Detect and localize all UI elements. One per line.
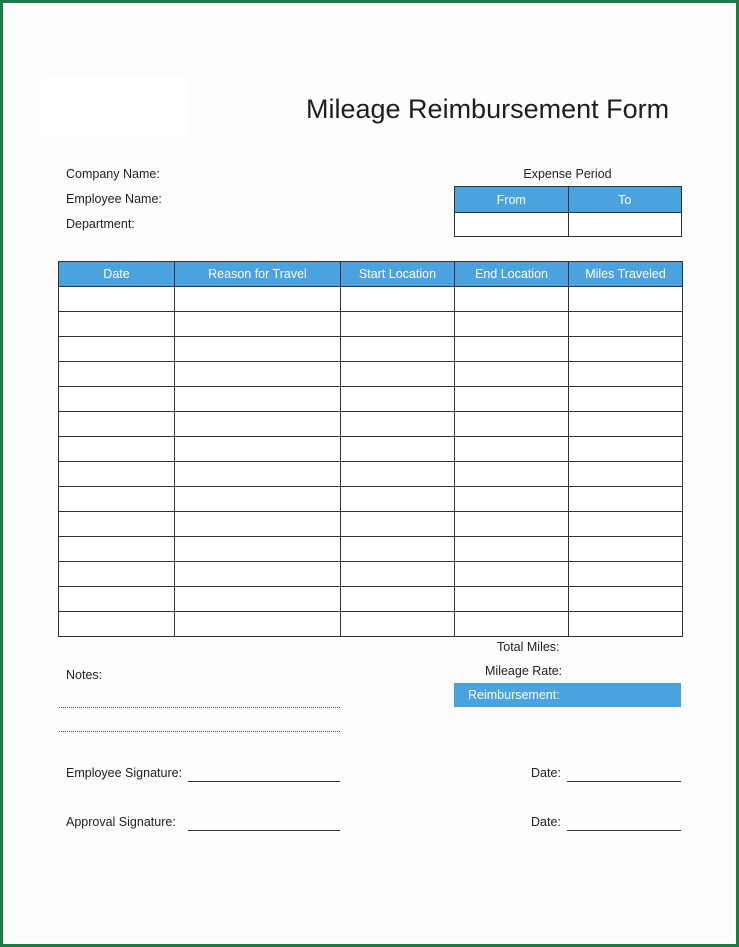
expense-period-title: Expense Period [523, 167, 612, 181]
table-cell[interactable] [341, 537, 455, 562]
table-cell[interactable] [569, 612, 683, 637]
approval-date-line[interactable] [567, 830, 681, 831]
table-row [59, 562, 683, 587]
employee-date-label: Date: [531, 766, 561, 780]
table-cell[interactable] [59, 437, 175, 462]
column-header-date: Date [59, 262, 175, 287]
table-cell[interactable] [569, 562, 683, 587]
column-header-start-location: Start Location [341, 262, 455, 287]
table-cell[interactable] [569, 437, 683, 462]
table-cell[interactable] [341, 437, 455, 462]
table-cell[interactable] [175, 387, 341, 412]
table-cell[interactable] [175, 512, 341, 537]
notes-line-1[interactable] [59, 707, 340, 708]
expense-period-table [454, 186, 682, 237]
period-to-header: To [568, 187, 682, 213]
table-cell[interactable] [59, 362, 175, 387]
table-cell[interactable] [455, 362, 569, 387]
table-cell[interactable] [455, 587, 569, 612]
table-row [59, 462, 683, 487]
table-row [59, 487, 683, 512]
employee-name-label: Employee Name: [66, 192, 162, 206]
table-cell[interactable] [59, 512, 175, 537]
table-cell[interactable] [455, 462, 569, 487]
form-title: Mileage Reimbursement Form [306, 94, 670, 124]
total-miles-label: Total Miles: [497, 640, 560, 654]
table-cell[interactable] [59, 337, 175, 362]
approval-date-label: Date: [531, 815, 561, 829]
table-cell[interactable] [569, 462, 683, 487]
table-cell[interactable] [569, 412, 683, 437]
employee-signature-line[interactable] [188, 781, 340, 782]
table-cell[interactable] [569, 312, 683, 337]
table-cell[interactable] [59, 462, 175, 487]
table-cell[interactable] [175, 587, 341, 612]
table-cell[interactable] [455, 287, 569, 312]
table-cell[interactable] [569, 387, 683, 412]
table-cell[interactable] [569, 487, 683, 512]
table-row [59, 312, 683, 337]
company-name-label: Company Name: [66, 167, 160, 181]
table-cell[interactable] [59, 562, 175, 587]
table-cell[interactable] [175, 287, 341, 312]
table-row [59, 587, 683, 612]
table-cell[interactable] [569, 537, 683, 562]
table-cell[interactable] [455, 562, 569, 587]
table-cell[interactable] [59, 312, 175, 337]
mileage-rate-label: Mileage Rate: [485, 664, 563, 678]
table-cell[interactable] [175, 437, 341, 462]
table-cell[interactable] [341, 512, 455, 537]
table-cell[interactable] [455, 387, 569, 412]
table-cell[interactable] [341, 287, 455, 312]
travel-table-header [59, 262, 683, 287]
table-cell[interactable] [569, 512, 683, 537]
table-row [59, 612, 683, 637]
table-cell[interactable] [341, 412, 455, 437]
travel-table [58, 261, 683, 637]
table-cell[interactable] [341, 612, 455, 637]
table-row [59, 537, 683, 562]
table-cell[interactable] [59, 587, 175, 612]
period-from-header: From [455, 187, 569, 213]
department-label: Department: [66, 217, 135, 231]
table-cell[interactable] [59, 487, 175, 512]
table-cell[interactable] [455, 337, 569, 362]
table-cell[interactable] [455, 487, 569, 512]
table-cell[interactable] [175, 612, 341, 637]
notes-label: Notes: [66, 668, 103, 682]
table-cell[interactable] [175, 312, 341, 337]
table-cell[interactable] [341, 587, 455, 612]
table-cell[interactable] [175, 337, 341, 362]
reimbursement-bar [454, 683, 681, 707]
approval-signature-line[interactable] [188, 830, 340, 831]
logo-placeholder [42, 76, 187, 138]
approval-signature-label: Approval Signature: [66, 815, 176, 829]
table-row [59, 412, 683, 437]
table-cell[interactable] [455, 537, 569, 562]
table-cell[interactable] [175, 562, 341, 587]
column-header-end-location: End Location [455, 262, 569, 287]
table-cell[interactable] [455, 312, 569, 337]
table-cell[interactable] [341, 387, 455, 412]
table-cell[interactable] [175, 537, 341, 562]
table-cell[interactable] [175, 362, 341, 387]
table-row [59, 337, 683, 362]
table-row [59, 387, 683, 412]
employee-signature-label: Employee Signature: [66, 766, 183, 780]
table-cell[interactable] [455, 437, 569, 462]
table-cell[interactable] [569, 287, 683, 312]
period-from-field[interactable] [455, 213, 569, 237]
period-to-field[interactable] [568, 213, 682, 237]
table-row [59, 362, 683, 387]
table-cell[interactable] [175, 487, 341, 512]
table-cell[interactable] [341, 312, 455, 337]
table-cell[interactable] [59, 387, 175, 412]
table-cell[interactable] [569, 337, 683, 362]
table-cell[interactable] [59, 412, 175, 437]
table-cell[interactable] [569, 587, 683, 612]
table-cell[interactable] [455, 412, 569, 437]
table-cell[interactable] [341, 487, 455, 512]
table-cell[interactable] [569, 362, 683, 387]
reimbursement-label: Reimbursement: [468, 688, 560, 702]
table-row [59, 437, 683, 462]
employee-date-line[interactable] [567, 781, 681, 782]
table-cell[interactable] [175, 412, 341, 437]
table-cell[interactable] [455, 612, 569, 637]
table-cell[interactable] [175, 462, 341, 487]
table-row [59, 287, 683, 312]
table-cell[interactable] [341, 562, 455, 587]
column-header-miles: Miles Traveled [569, 262, 683, 287]
table-cell[interactable] [59, 612, 175, 637]
table-cell[interactable] [341, 362, 455, 387]
table-cell[interactable] [341, 337, 455, 362]
table-cell[interactable] [341, 462, 455, 487]
column-header-reason: Reason for Travel [175, 262, 341, 287]
notes-line-2[interactable] [59, 731, 340, 732]
table-cell[interactable] [59, 287, 175, 312]
table-cell[interactable] [455, 512, 569, 537]
table-row [59, 512, 683, 537]
table-cell[interactable] [59, 537, 175, 562]
